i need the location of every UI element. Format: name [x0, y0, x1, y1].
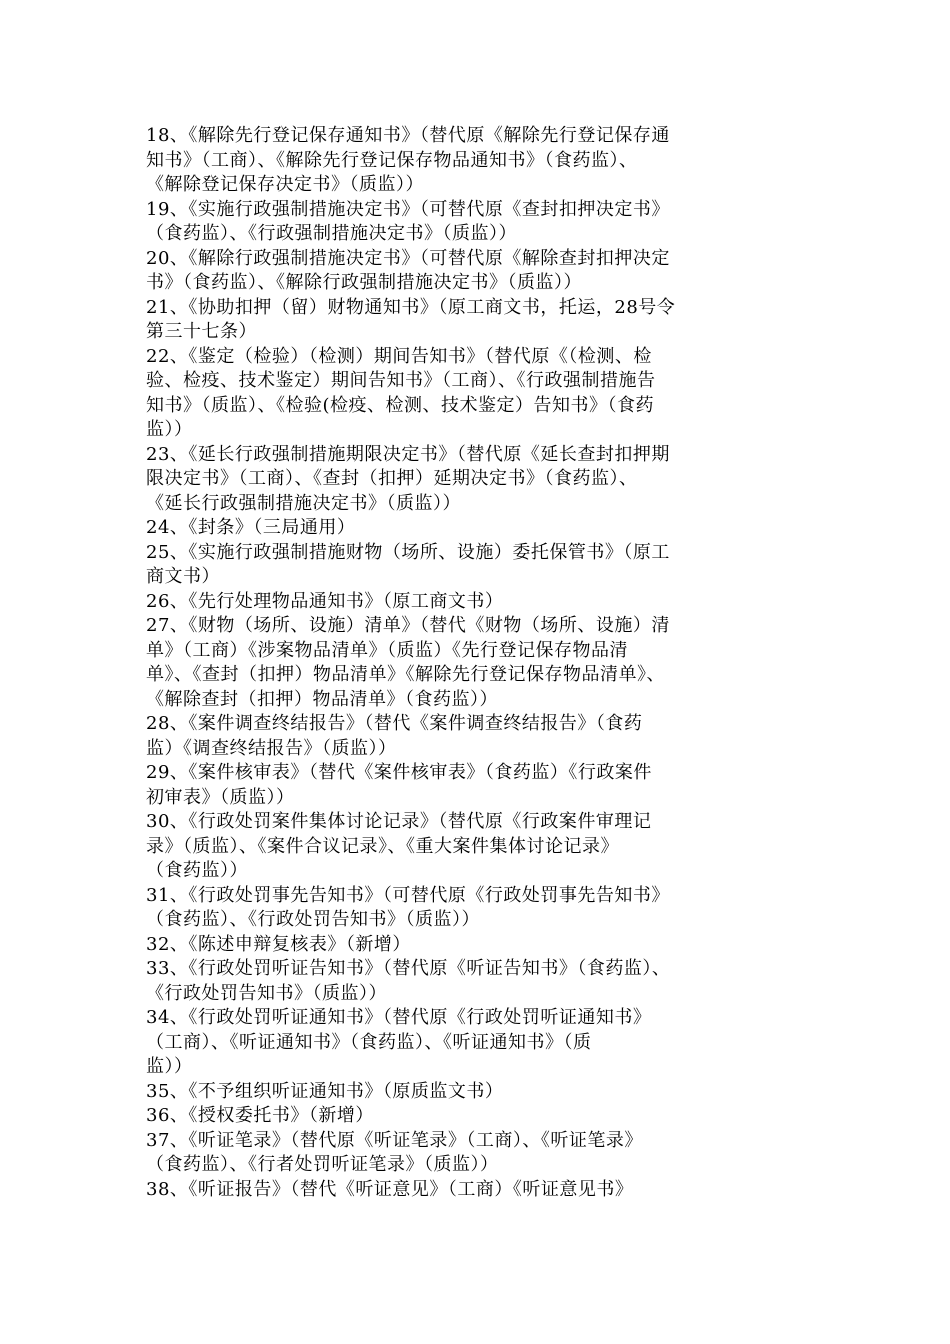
document-page [146, 124, 816, 1202]
text-line: 知书》（工商）、《解除先行登记保存物品通知书》（食药监）、 [146, 149, 638, 171]
text-line: 38、《听证报告》（替代《听证意见》（工商）《听证意见书》 [146, 1178, 634, 1200]
text-line: （工商）、《听证通知书》（食药监）、《听证通知书》（质 [146, 1031, 592, 1053]
text-line: 18、《解除先行登记保存通知书》（替代原《解除先行登记保存通 [146, 125, 670, 146]
text-line: 验、检疫、技术鉴定）期间告知书》（工商）、《行政强制措施告 [146, 370, 656, 391]
text-line: 36、《授权委托书》（新增） [146, 1105, 374, 1126]
text-line: （食药监）、《行政强制措施决定书》（质监）） [146, 223, 517, 244]
text-line: 29、《案件核审表》（替代《案件核审表》（食药监）《行政案件 [146, 762, 652, 783]
text-line: 单》、《查封（扣押）物品清单》《解除先行登记保存物品清单》、 [146, 664, 665, 685]
text-line: 25、《实施行政强制措施财物（场所、设施）委托保管书》（原工 [146, 541, 670, 563]
text-line: （食药监）） [146, 860, 248, 881]
text-line: 商文书） [146, 566, 220, 587]
text-line: （食药监）、《行政处罚告知书》（质监）） [146, 909, 480, 930]
text-line: 录》（质监）、《案件合议记录》、《重大案件集体讨论记录》 [146, 835, 619, 857]
text-line: 第三十七条） [146, 321, 257, 342]
text-line: 33、《行政处罚听证告知书》（替代原《听证告知书》（食药监）、 [146, 958, 671, 979]
text-line: 监）） [146, 419, 193, 440]
text-line: 19、《实施行政强制措施决定书》（可替代原《查封扣押决定书》 [146, 198, 670, 220]
text-line: 《延长行政强制措施决定书》（质监）） [146, 492, 461, 514]
text-line: 34、《行政处罚听证通知书》（替代原《行政处罚听证通知书》 [146, 1007, 652, 1028]
text-line: 22、《鉴定（检验）（检测）期间告知书》（替代原《（检测、检 [146, 345, 652, 367]
text-line: 23、《延长行政强制措施期限决定书》（替代原《延长查封扣押期 [146, 443, 670, 465]
text-line: 28、《案件调查终结报告》（替代《案件调查终结报告》（食药 [146, 713, 643, 734]
text-line: 37、《听证笔录》（替代原《听证笔录》（工商）、《听证笔录》 [146, 1129, 643, 1151]
text-line: 监）） [146, 1056, 193, 1077]
text-line: 30、《行政处罚案件集体讨论记录》（替代原《行政案件审理记 [146, 811, 652, 832]
text-line: 26、《先行处理物品通知书》（原工商文书） [146, 590, 504, 612]
text-line: （食药监）、《行者处罚听证笔录》（质监）） [146, 1154, 499, 1175]
text-line: 24、《封条》（三局通用） [146, 517, 356, 538]
text-line: 限决定书》（工商）、《查封（扣押）延期决定书》（食药监）、 [146, 468, 638, 489]
text-line: 初审表》（质监）） [146, 786, 295, 808]
text-line: 《解除查封（扣押）物品清单》（食药监）） [146, 688, 498, 710]
text-line: 21、《协助扣押（留）财物通知书》（原工商文书，托运，28号令 [146, 296, 676, 318]
text-line: 监）《调查终结报告》（质监）） [146, 737, 397, 759]
text-line: 31、《行政处罚事先告知书》（可替代原《行政处罚事先告知书》 [146, 884, 670, 906]
text-line: 《解除登记保存决定书》（质监）） [146, 174, 424, 195]
text-line: 单》（工商）《涉案物品清单》（质监）《先行登记保存物品清 [146, 639, 628, 661]
text-line: 书》（食药监）、《解除行政强制措施决定书》（质监）） [146, 272, 582, 293]
text-line: 27、《财物（场所、设施）清单》（替代《财物（场所、设施）清 [146, 615, 670, 636]
text-line: 《行政处罚告知书》（质监）） [146, 982, 387, 1004]
text-line: 32、《陈述申辩复核表》（新增） [146, 933, 411, 955]
text-line: 35、《不予组织听证通知书》（原质监文书） [146, 1080, 504, 1102]
text-line: 知书》（质监）、《检验(检疫、检测、技术鉴定）告知书》（食药 [146, 394, 655, 416]
text-line: 20、《解除行政强制措施决定书》（可替代原《解除查封扣押决定 [146, 247, 670, 269]
